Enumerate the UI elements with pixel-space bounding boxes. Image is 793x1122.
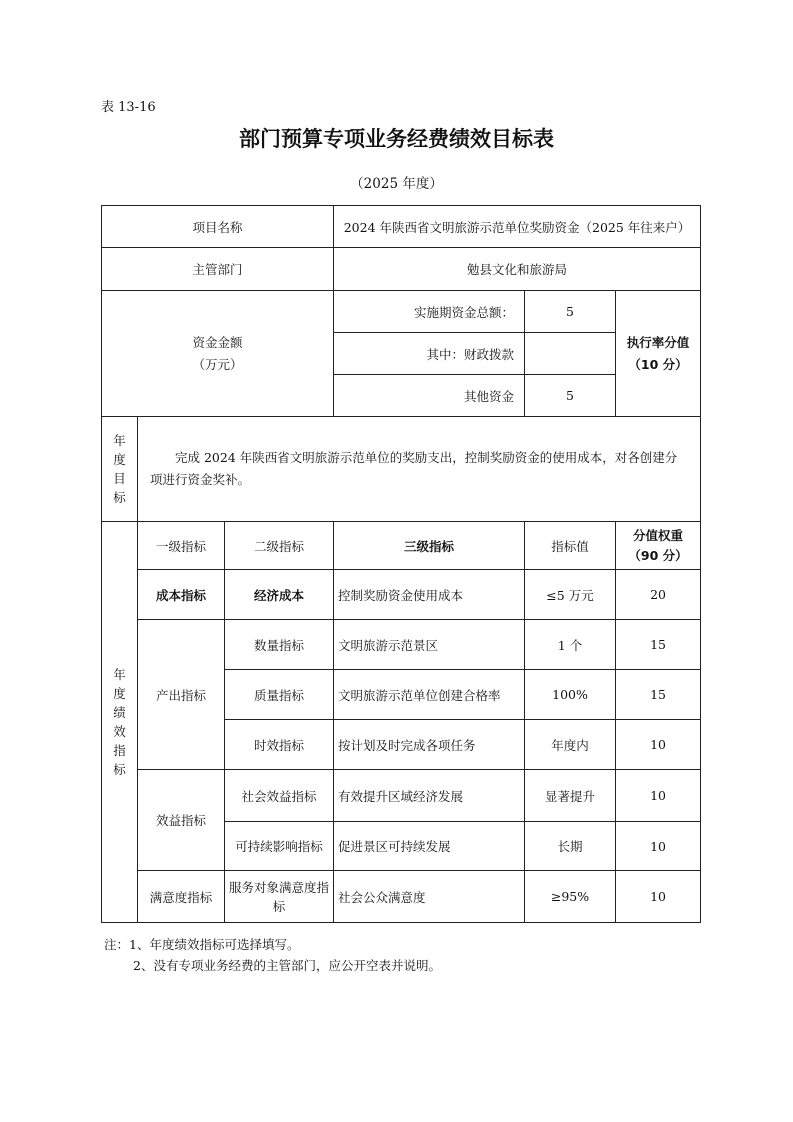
satisfaction-value: ≥95% xyxy=(525,871,616,923)
funds-fiscal-label: 其中：财政拨款 xyxy=(334,333,525,375)
header-level1: 一级指标 xyxy=(138,522,225,570)
table-row xyxy=(102,871,701,923)
benefit-level3: 促进景区可持续发展 xyxy=(334,822,525,871)
exec-rate-line1: 执行率分值 xyxy=(626,334,690,350)
note-1: 注：1、年度绩效指标可选择填写。 xyxy=(104,937,300,952)
table-number: 表 13-16 xyxy=(101,100,156,115)
goal-row xyxy=(102,417,701,522)
perf-label: 年 度 绩 效 指 标 xyxy=(102,522,138,923)
performance-table xyxy=(101,205,701,923)
funds-fiscal-value xyxy=(525,333,616,375)
satisfaction-weight: 10 xyxy=(616,871,701,923)
funds-other-value: 5 xyxy=(525,375,616,417)
benefit-value: 显著提升 xyxy=(525,770,616,822)
benefit-weight: 10 xyxy=(616,770,701,822)
header-level3: 三级指标 xyxy=(334,522,525,570)
benefit-level2: 可持续影响指标 xyxy=(225,822,334,871)
output-level3: 文明旅游示范景区 xyxy=(334,620,525,670)
output-level3: 文明旅游示范单位创建合格率 xyxy=(334,670,525,720)
project-row xyxy=(102,206,701,248)
project-value: 2024 年陕西省文明旅游示范单位奖励资金（2025 年往来户） xyxy=(334,206,701,248)
funds-label-line2: （万元） xyxy=(192,356,243,372)
funds-other-label: 其他资金 xyxy=(334,375,525,417)
output-level2: 质量指标 xyxy=(225,670,334,720)
output-weight: 10 xyxy=(616,720,701,770)
cost-weight: 20 xyxy=(616,570,701,620)
output-level2: 数量指标 xyxy=(225,620,334,670)
output-weight: 15 xyxy=(616,670,701,720)
funds-total-value: 5 xyxy=(525,291,616,333)
header-level2: 二级指标 xyxy=(225,522,334,570)
cost-level3: 控制奖励资金使用成本 xyxy=(334,570,525,620)
funds-row-total xyxy=(102,291,701,333)
funds-total-label: 实施期资金总额： xyxy=(334,291,525,333)
page-title: 部门预算专项业务经费绩效目标表 xyxy=(239,127,554,151)
cost-level1: 成本指标 xyxy=(138,570,225,620)
year-label: （2025 年度） xyxy=(350,176,443,192)
satisfaction-level3: 社会公众满意度 xyxy=(334,871,525,923)
cost-value: ≤5 万元 xyxy=(525,570,616,620)
note-2: 2、没有专项业务经费的主管部门，应公开空表并说明。 xyxy=(133,958,441,973)
project-label: 项目名称 xyxy=(102,206,334,248)
benefit-weight: 10 xyxy=(616,822,701,871)
benefit-value: 长期 xyxy=(525,822,616,871)
funds-label-line1: 资金金额 xyxy=(192,334,243,350)
satisfaction-level2: 服务对象满意度指标 xyxy=(225,871,334,923)
output-weight: 15 xyxy=(616,620,701,670)
cost-level2: 经济成本 xyxy=(225,570,334,620)
benefit-level3: 有效提升区域经济发展 xyxy=(334,770,525,822)
output-level2: 时效指标 xyxy=(225,720,334,770)
table-row xyxy=(102,570,701,620)
output-level3: 按计划及时完成各项任务 xyxy=(334,720,525,770)
goal-label: 年 度 目 标 xyxy=(102,417,138,522)
output-value: 100% xyxy=(525,670,616,720)
table-row xyxy=(102,620,701,670)
benefit-level2: 社会效益指标 xyxy=(225,770,334,822)
header-value: 指标值 xyxy=(525,522,616,570)
dept-value: 勉县文化和旅游局 xyxy=(334,248,701,291)
notes xyxy=(104,934,441,976)
perf-header-row xyxy=(102,522,701,570)
funds-label xyxy=(102,291,334,417)
header-weight: 分值权重 （90 分） xyxy=(616,522,701,570)
exec-rate-line2: （10 分） xyxy=(628,356,688,372)
exec-rate-score xyxy=(616,291,701,417)
table-row xyxy=(102,770,701,822)
satisfaction-level1: 满意度指标 xyxy=(138,871,225,923)
dept-label: 主管部门 xyxy=(102,248,334,291)
output-level1: 产出指标 xyxy=(138,620,225,770)
output-value: 年度内 xyxy=(525,720,616,770)
goal-text: 完成 2024 年陕西省文明旅游示范单位的奖励支出，控制奖励资金的使用成本，对各创建分项进行资金奖补。 xyxy=(138,417,701,522)
benefit-level1: 效益指标 xyxy=(138,770,225,871)
dept-row xyxy=(102,248,701,291)
output-value: 1 个 xyxy=(525,620,616,670)
